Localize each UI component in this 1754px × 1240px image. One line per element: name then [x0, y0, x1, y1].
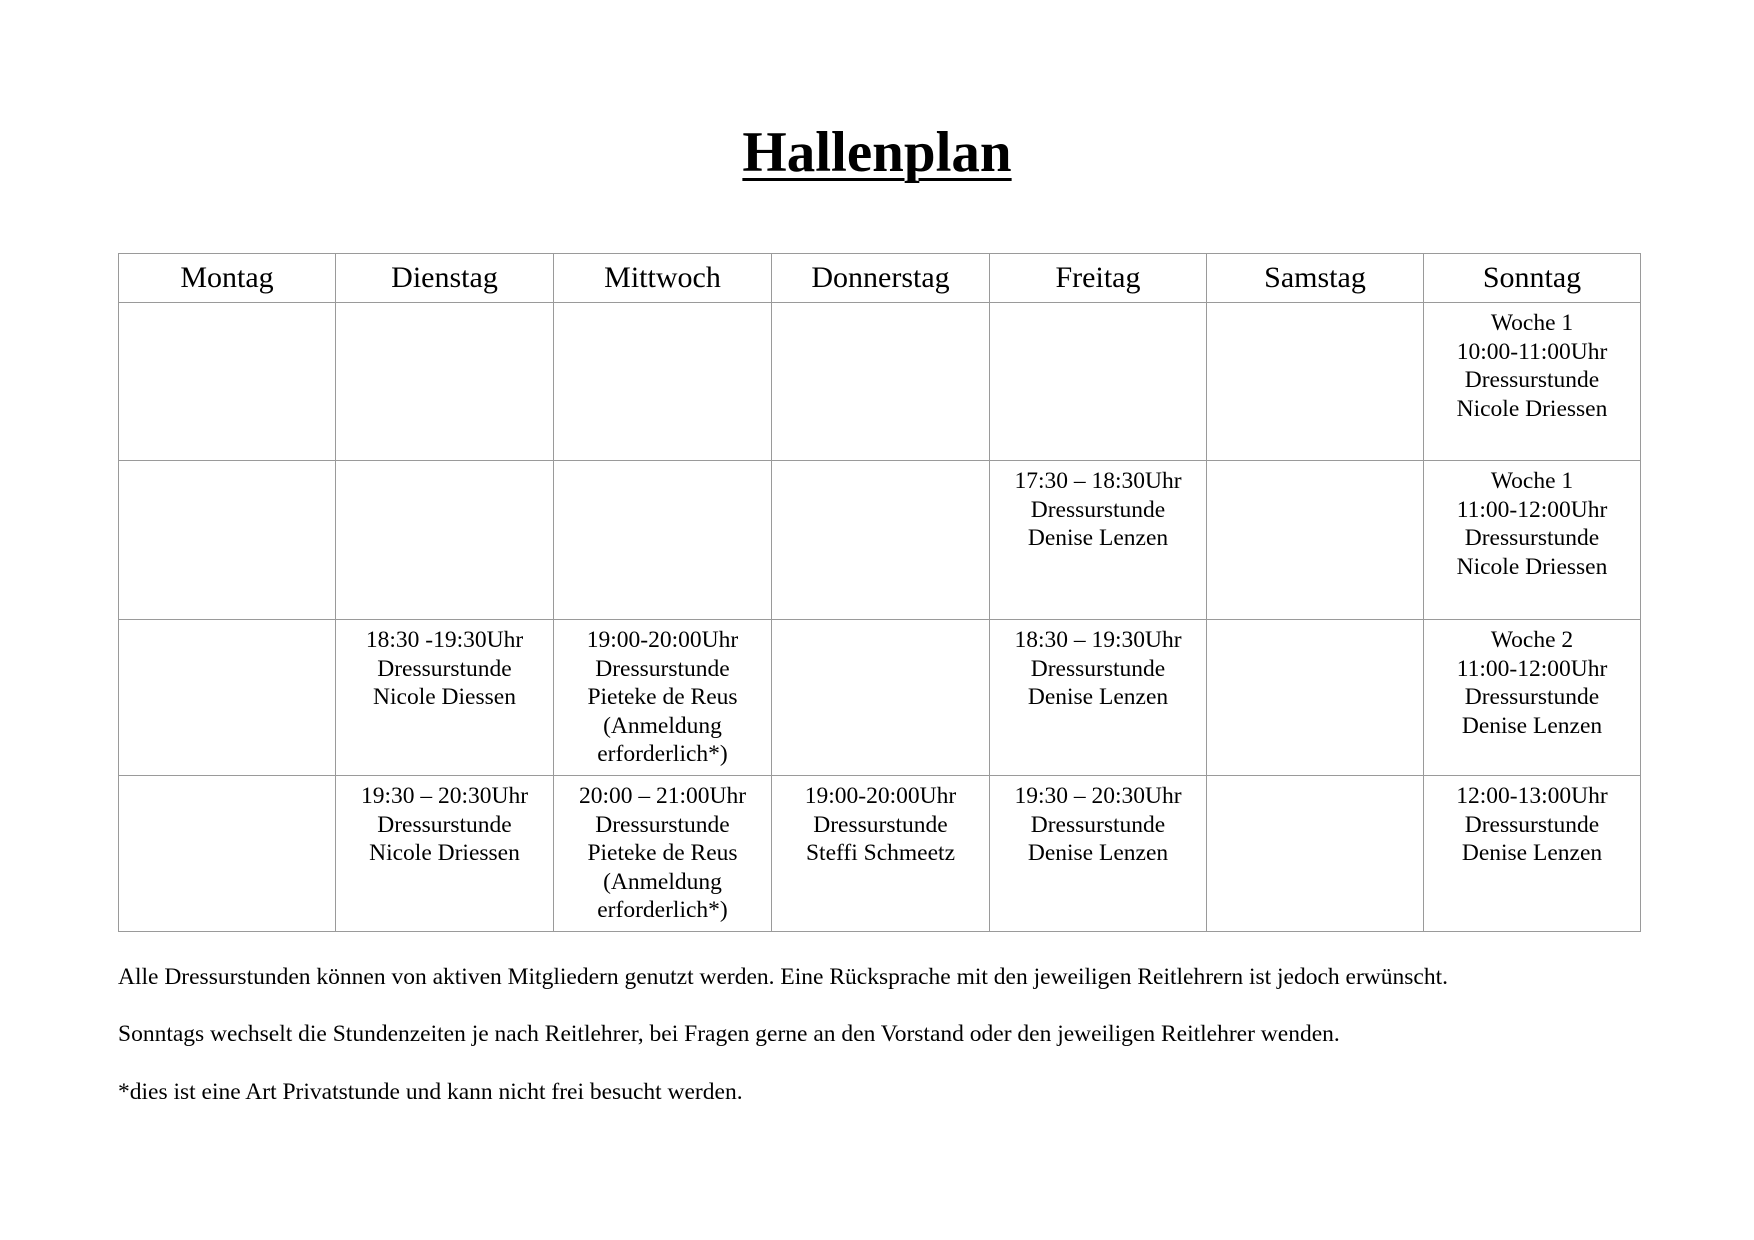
cell-text-line: Nicole Diessen — [373, 684, 516, 711]
cell-text-line: erforderlich*) — [597, 897, 728, 924]
cell-text-line: 12:00-13:00Uhr — [1456, 783, 1608, 809]
cell-text-line: Dressurstunde — [813, 811, 948, 838]
cell-text-line: Denise Lenzen — [1461, 840, 1603, 867]
schedule-table — [118, 253, 1641, 932]
cell-text-line: Pieteke de Reus — [587, 684, 738, 711]
schedule-cell-wednesday — [554, 776, 772, 932]
schedule-row — [119, 776, 1641, 932]
cell-text-line: 20:00 – 21:00Uhr — [578, 783, 747, 809]
note-general: Alle Dressurstunden können von aktiven Mitgliedern genutzt werden. Eine Rücksprache mit den jeweiligen Reitlehrern ist jedoch erwünscht. — [118, 964, 1448, 990]
schedule-cell-wednesday — [554, 461, 772, 620]
schedule-cell-monday — [119, 461, 336, 620]
page-title: Hallenplan — [742, 121, 1012, 184]
schedule-cell-thursday — [772, 303, 990, 461]
schedule-cell-saturday — [1207, 620, 1424, 776]
cell-text-line: Pieteke de Reus — [587, 840, 738, 867]
schedule-cell-tuesday — [336, 620, 554, 776]
schedule-cell-wednesday — [554, 620, 772, 776]
cell-text-line: Dressurstunde — [377, 655, 512, 682]
cell-text-line: Dressurstunde — [377, 811, 512, 838]
schedule-cell-friday — [990, 461, 1207, 620]
cell-text-line: 18:30 -19:30Uhr — [365, 627, 524, 653]
cell-text-line: Nicole Driessen — [369, 840, 520, 867]
schedule-cell-sunday — [1424, 776, 1641, 932]
cell-text-line: Dressurstunde — [1464, 367, 1600, 394]
schedule-cell-friday — [990, 620, 1207, 776]
day-header-tuesday: Dienstag — [336, 254, 554, 303]
schedule-cell-wednesday — [554, 303, 772, 461]
cell-text-line: 19:00-20:00Uhr — [586, 627, 739, 653]
cell-text-line: (Anmeldung — [603, 868, 722, 895]
schedule-cell-thursday — [772, 776, 990, 932]
cell-text-line: Denise Lenzen — [1027, 684, 1169, 711]
cell-text-line: Dressurstunde — [1030, 811, 1166, 838]
cell-text-line: Steffi Schmeetz — [805, 840, 955, 867]
day-header-thursday: Donnerstag — [772, 254, 990, 303]
schedule-cell-friday — [990, 776, 1207, 932]
cell-text-line: Nicole Driessen — [1456, 553, 1608, 580]
cell-text-line: 19:00-20:00Uhr — [804, 783, 957, 809]
cell-text-line: Dressurstunde — [1464, 525, 1600, 552]
schedule-cell-sunday — [1424, 461, 1641, 620]
day-header-monday: Montag — [119, 254, 336, 303]
cell-text-line: Dressurstunde — [1464, 811, 1600, 838]
cell-text-line: Denise Lenzen — [1027, 525, 1169, 552]
cell-text-line: Dressurstunde — [1030, 496, 1166, 523]
day-header-saturday: Samstag — [1207, 254, 1424, 303]
schedule-cell-tuesday — [336, 776, 554, 932]
cell-text-line: Dressurstunde — [1030, 655, 1166, 682]
schedule-row — [119, 303, 1641, 461]
schedule-cell-monday — [119, 303, 336, 461]
cell-text-line: 19:30 – 20:30Uhr — [1014, 783, 1182, 809]
cell-text-line: 11:00-12:00Uhr — [1456, 655, 1608, 682]
cell-text-line: Dressurstunde — [595, 811, 730, 838]
cell-text-line: 18:30 – 19:30Uhr — [1014, 627, 1182, 653]
cell-text-line: Woche 1 — [1490, 468, 1574, 494]
schedule-row — [119, 461, 1641, 620]
header-row — [119, 254, 1641, 303]
schedule-cell-saturday — [1207, 303, 1424, 461]
day-header-friday: Freitag — [990, 254, 1207, 303]
cell-text-line: Denise Lenzen — [1027, 840, 1169, 867]
schedule-cell-monday — [119, 620, 336, 776]
schedule-cell-sunday — [1424, 620, 1641, 776]
note-sunday: Sonntags wechselt die Stundenzeiten je nach Reitlehrer, bei Fragen gerne an den Vorstand oder den jeweiligen Reitlehrer wenden. — [118, 1021, 1340, 1047]
schedule-cell-saturday — [1207, 776, 1424, 932]
note-footnote: *dies ist eine Art Privatstunde und kann nicht frei besucht werden. — [118, 1079, 743, 1105]
schedule-cell-sunday — [1424, 303, 1641, 461]
cell-text-line: 17:30 – 18:30Uhr — [1014, 468, 1182, 494]
schedule-row — [119, 620, 1641, 776]
schedule-cell-tuesday — [336, 303, 554, 461]
cell-text-line: Denise Lenzen — [1461, 712, 1603, 739]
cell-text-line: 19:30 – 20:30Uhr — [360, 783, 529, 809]
cell-text-line: Nicole Driessen — [1456, 395, 1608, 422]
schedule-cell-thursday — [772, 620, 990, 776]
day-header-wednesday: Mittwoch — [554, 254, 772, 303]
schedule-cell-saturday — [1207, 461, 1424, 620]
cell-text-line: erforderlich*) — [597, 741, 728, 768]
cell-text-line: Dressurstunde — [1464, 684, 1600, 711]
schedule-cell-thursday — [772, 461, 990, 620]
cell-text-line: Dressurstunde — [595, 655, 730, 682]
cell-text-line: Woche 1 — [1490, 310, 1574, 336]
schedule-cell-friday — [990, 303, 1207, 461]
cell-text-line: Woche 2 — [1490, 627, 1574, 653]
schedule-cell-tuesday — [336, 461, 554, 620]
cell-text-line: 10:00-11:00Uhr — [1456, 338, 1608, 365]
schedule-cell-monday — [119, 776, 336, 932]
cell-text-line: (Anmeldung — [603, 712, 722, 739]
day-header-sunday: Sonntag — [1424, 254, 1641, 303]
cell-text-line: 11:00-12:00Uhr — [1456, 496, 1608, 523]
